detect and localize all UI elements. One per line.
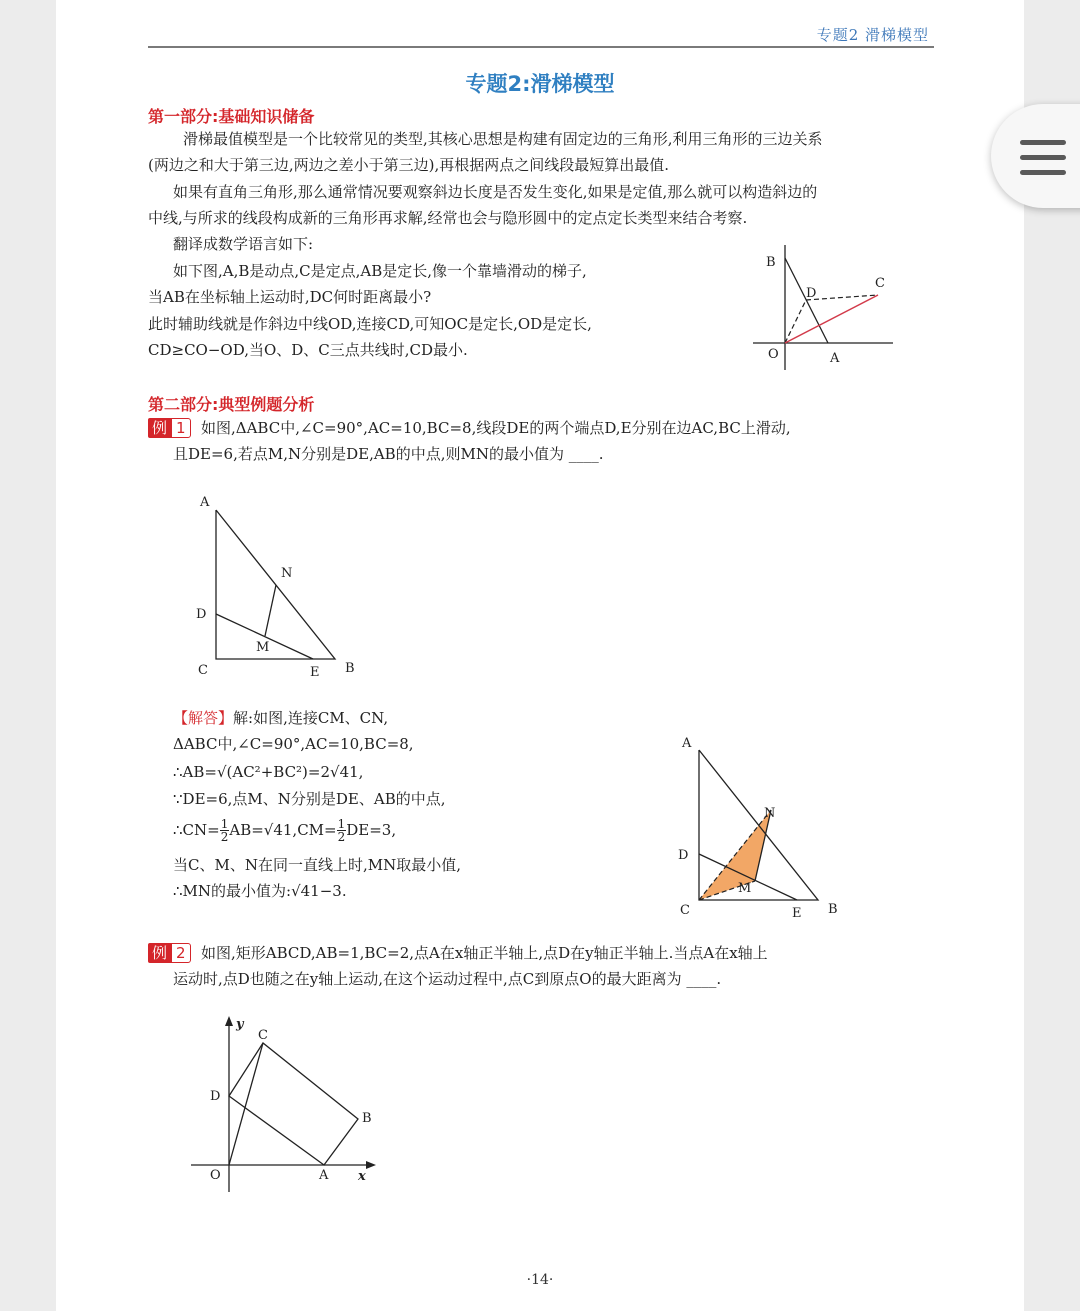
segment-od: [785, 300, 806, 343]
solution-line-5-b: AB=√41,CM=: [229, 821, 337, 839]
part1-line-5: 翻译成数学语言如下:: [173, 235, 314, 253]
example-1-badge: [148, 418, 191, 438]
part1-line-1: 滑梯最值模型是一个比较常见的类型,其核心思想是构建有固定边的三角形,利用三角形的三边关系: [183, 130, 823, 148]
part1-line-9: CD≥CO−OD,当O、D、C三点共线时,CD最小.: [148, 341, 468, 359]
solution-line-1: [173, 705, 388, 731]
solution-line-5-c: DE=3,: [346, 821, 397, 839]
fraction-numerator: 1: [220, 816, 229, 831]
solution-line-2: ΔABC中,∠C=90°,AC=10,BC=8,: [173, 735, 414, 753]
part1-line-2: (两边之和大于第三边,两边之差小于第三边),再根据两点之间线段最短算出最值.: [148, 156, 670, 174]
label-c: C: [875, 276, 885, 291]
label-d: D: [678, 848, 689, 863]
part2-heading: 第二部分:典型例题分析: [148, 395, 315, 414]
solution-line-5-a: ∴CN=: [173, 821, 220, 839]
rectangle-abcd: [229, 1043, 358, 1165]
fraction-half-1: [220, 818, 230, 843]
part1-line-6: 如下图,A,B是动点,C是定点,AB是定长,像一个靠墙滑动的梯子,: [173, 262, 587, 280]
segment-dc: [806, 295, 878, 300]
label-a: A: [830, 351, 840, 366]
solution-tag: 【解答】: [173, 709, 234, 727]
example-badge-number: 1: [171, 418, 191, 438]
page-number: ·14·: [526, 1272, 554, 1288]
fraction-half-2: [337, 818, 347, 843]
triangle-abc: [216, 510, 335, 659]
page-title: 专题2:滑梯模型: [465, 72, 615, 96]
label-c: C: [198, 663, 208, 678]
label-d: D: [806, 286, 817, 301]
chapter-header: 专题2 滑梯模型: [816, 26, 929, 44]
segment-oc: [785, 295, 878, 343]
segment-mn: [265, 585, 276, 636]
solution-line-3: ∴AB=√(AC²+BC²)=2√41,: [173, 763, 364, 781]
solution-line-7: ∴MN的最小值为:√41−3.: [173, 882, 347, 900]
label-e: E: [310, 665, 320, 680]
example-1-line-1: 如图,ΔABC中,∠C=90°,AC=10,BC=8,线段DE的两个端点D,E分别在边AC,BC上滑动,: [201, 419, 791, 437]
label-d: D: [196, 607, 207, 622]
part1-line-8: 此时辅助线就是作斜边中线OD,连接CD,可知OC是定长,OD是定长,: [148, 315, 592, 333]
label-a: A: [200, 495, 210, 510]
label-c: C: [680, 903, 690, 918]
label-m: M: [256, 640, 270, 655]
label-e: E: [792, 906, 802, 921]
fraction-denominator: 2: [337, 829, 346, 844]
solution-figure: [668, 730, 873, 926]
solution-line-5: [173, 817, 396, 843]
ladder-figure: [748, 240, 898, 375]
label-x: x: [358, 1169, 366, 1184]
fraction-denominator: 2: [220, 829, 229, 844]
label-b: B: [828, 902, 838, 917]
label-c: C: [258, 1028, 268, 1043]
example-2-line-2: 运动时,点D也随之在y轴上运动,在这个运动过程中,点C到原点O的最大距离为 ____.: [173, 970, 722, 988]
label-a: A: [319, 1168, 329, 1183]
header-rule: [148, 46, 934, 48]
solution-line-1-text: 解:如图,连接CM、CN,: [233, 709, 389, 727]
example-badge-label: 例: [148, 418, 171, 438]
example-2-badge: [148, 943, 191, 963]
label-n: N: [764, 806, 776, 821]
fraction-numerator: 1: [337, 816, 346, 831]
part1-line-3: 如果有直角三角形,那么通常情况要观察斜边长度是否发生变化,如果是定值,那么就可以构造斜边的: [173, 183, 818, 201]
label-o: O: [210, 1168, 221, 1183]
label-b: B: [362, 1111, 372, 1126]
label-y: y: [236, 1017, 244, 1032]
example-1-line-2: 且DE=6,若点M,N分别是DE,AB的中点,则MN的最小值为 ____.: [173, 445, 604, 463]
label-b: B: [345, 661, 355, 676]
label-a: A: [682, 736, 692, 751]
part1-line-4: 中线,与所求的线段构成新的三角形再求解,经常也会与隐形圆中的定点定长类型来结合考察.: [148, 209, 748, 227]
example-2-line-1: 如图,矩形ABCD,AB=1,BC=2,点A在x轴正半轴上,点D在y轴正半轴上.当点A在x轴上: [201, 944, 768, 962]
y-axis-arrow: [225, 1016, 233, 1026]
label-n: N: [281, 566, 293, 581]
document-page: [56, 0, 1024, 1311]
part1-heading: 第一部分:基础知识储备: [148, 107, 315, 126]
solution-line-4: ∵DE=6,点M、N分别是DE、AB的中点,: [173, 790, 446, 808]
segment-oc: [229, 1043, 263, 1165]
label-d: D: [210, 1089, 221, 1104]
example-1-figure: [188, 490, 368, 682]
label-m: M: [738, 881, 752, 896]
example-badge-number: 2: [171, 943, 191, 963]
example-2-figure: [188, 1012, 388, 1198]
example-badge-label: 例: [148, 943, 171, 963]
x-axis-arrow: [366, 1161, 376, 1169]
part1-line-7: 当AB在坐标轴上运动时,DC何时距离最小?: [148, 288, 432, 306]
label-o: O: [768, 347, 779, 362]
solution-line-6: 当C、M、N在同一直线上时,MN取最小值,: [173, 856, 461, 874]
label-b: B: [766, 255, 776, 270]
